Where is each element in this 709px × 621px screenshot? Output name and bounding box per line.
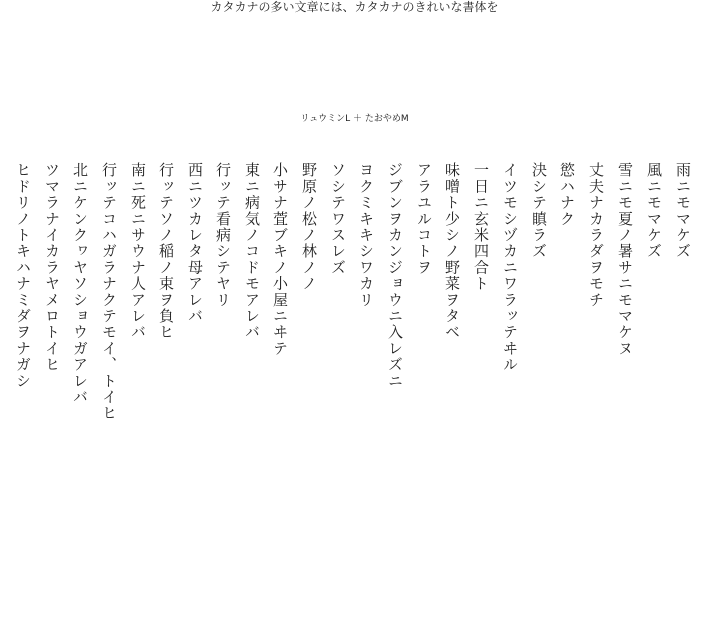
poem-line-6: 決シテ瞋ラズ	[530, 162, 548, 260]
poem-line-1: 雨ニモマケズ	[674, 162, 692, 260]
poem-line-9: 味噌ト少シノ野菜ヲタベ	[443, 162, 461, 341]
poem-line-3: 雪ニモ夏ノ暑サニモマケヌ	[616, 162, 634, 357]
page-title: カタカナの多い文章には、カタカナのきれいな書体を	[210, 0, 499, 14]
poem-line-8: 一日ニ玄米四合ト	[472, 162, 490, 292]
poem-line-23: ツマラナイカラヤメロトイヒ	[43, 162, 61, 373]
poem-line-18: 西ニツカレタ母アレバ	[186, 162, 204, 324]
font-label: リュウミンL ＋ たおやめM	[300, 114, 409, 124]
poem-line-4: 丈夫ナカラダヲモチ	[587, 162, 605, 308]
poem-line-21: 行ッテコハガラナクテモイ、トイヒ	[100, 162, 118, 422]
poem-line-11: ジブンヲカンジョウニ入レズニ	[386, 162, 404, 389]
poem-line-20: 南ニ死ニサウナ人アレバ	[129, 162, 147, 341]
poem	[0, 162, 709, 602]
poem-line-19: 行ッテソノ稲ノ束ヲ負ヒ	[157, 162, 175, 341]
poem-line-13: ソシテワスレズ	[329, 162, 347, 276]
poem-line-10: アラユルコトヲ	[415, 162, 433, 276]
poem-line-2: 風ニモマケズ	[645, 162, 663, 260]
poem-line-15: 小サナ萓ブキノ小屋ニヰテ	[271, 162, 289, 357]
poem-line-24: ヒドリノトキハナミダヲナガシ	[14, 162, 32, 389]
poem-line-22: 北ニケンクヮヤソショウガアレバ	[71, 162, 89, 405]
poem-line-17: 行ッテ看病シテヤリ	[214, 162, 232, 308]
poem-line-5: 慾ハナク	[558, 162, 576, 227]
poem-line-16: 東ニ病気ノコドモアレバ	[243, 162, 261, 341]
poem-line-12: ヨクミキキシワカリ	[357, 162, 375, 308]
poem-line-7: イツモシヅカニワラッテヰル	[501, 162, 519, 373]
poem-line-14: 野原ノ松ノ林ノノ	[300, 162, 318, 292]
